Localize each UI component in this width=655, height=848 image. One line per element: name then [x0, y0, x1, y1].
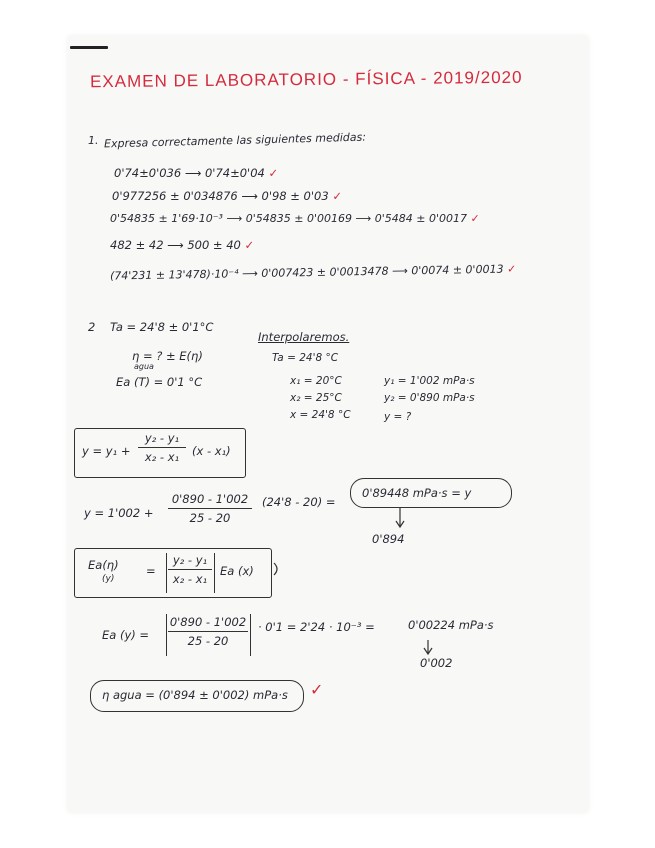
ecalc-rhs: · 0'1 = 2'24 · 10⁻³ = [258, 620, 375, 634]
err-equals: = [146, 564, 156, 578]
question-2-number: 2 [88, 320, 96, 334]
check-icon: ✓ [470, 212, 480, 225]
exam-title: EXAMEN DE LABORATORIO - FÍSICA - 2019/2020 [89, 67, 523, 92]
check-icon: ✓ [332, 189, 342, 203]
arrow-down-icon [424, 640, 432, 654]
err-lhs: Ea(η) [88, 558, 119, 572]
q1-line-3-expr: 0'54835 ± 1'69·10⁻³ ⟶ 0'54835 ± 0'00169 ⟶ 0'5484 ± 0'0017 [110, 212, 467, 225]
formula-denominator: x₂ - x₁ [144, 450, 180, 464]
q1-line-4-expr: 482 ± 42 ⟶ 500 ± 40 [110, 238, 241, 252]
calc-lhs: y = 1'002 + [84, 506, 154, 520]
q1-line-1-expr: 0'74±0'036 ⟶ 0'74±0'04 [114, 166, 265, 180]
check-icon: ✓ [244, 238, 255, 252]
interp-ta: Ta = 24'8 °C [272, 352, 339, 364]
ecalc-numerator: 0'890 - 1'002 [169, 615, 247, 629]
interp-y: y = ? [384, 411, 412, 423]
arrow-down-icon [396, 508, 404, 527]
interp-x2: x₂ = 25°C [290, 392, 342, 404]
calc-rounded: 0'894 [372, 532, 405, 546]
formula-lhs: y = y₁ + [82, 444, 131, 458]
ecalc-denominator: 25 - 20 [187, 634, 229, 648]
check-icon: ✓ [506, 262, 517, 276]
ta-value: Ta = 24'8 ± 0'1°C [110, 320, 214, 334]
interp-x1: x₁ = 20°C [290, 375, 342, 387]
formula-numerator: y₂ - y₁ [144, 431, 180, 445]
check-icon: ✓ [310, 680, 324, 699]
ecalc-lhs: Ea (y) = [102, 628, 150, 642]
err-denominator: x₂ - x₁ [172, 572, 208, 586]
calc-rhs: (24'8 - 20) = [262, 495, 336, 509]
err-rhs: Ea (x) [220, 564, 254, 578]
calc-result: 0'89448 mPa·s = y [362, 486, 472, 500]
err-numerator: y₂ - y₁ [172, 553, 208, 567]
final-answer: η agua = (0'894 ± 0'002) mPa·s [102, 688, 288, 702]
question-1-prompt: Expresa correctamente las siguientes medidas: [103, 130, 367, 151]
ea-t-value: Ea (T) = 0'1 °C [116, 375, 203, 389]
ecalc-rounded: 0'002 [420, 656, 453, 670]
interpolation-heading: Interpolaremos. [258, 330, 350, 344]
check-icon: ✓ [268, 166, 279, 180]
q1-line-2-expr: 0'977256 ± 0'034876 ⟶ 0'98 ± 0'03 [112, 189, 329, 203]
interp-y2: y₂ = 0'890 mPa·s [384, 392, 475, 404]
interp-y1: y₁ = 1'002 mPa·s [384, 375, 475, 387]
err-lhs-subscript: (y) [102, 574, 115, 584]
q1-line-5-expr: (74'231 ± 13'478)·10⁻⁴ ⟶ 0'007423 ± 0'0013478 ⟶ 0'0074 ± 0'0013 [109, 262, 504, 283]
eta-subscript: agua [134, 362, 154, 371]
ecalc-result: 0'00224 mPa·s [408, 618, 494, 632]
calc-numerator: 0'890 - 1'002 [171, 492, 249, 506]
cursor-arrow-icon [274, 563, 277, 575]
formula-rhs: (x - x₁) [192, 444, 231, 458]
calc-denominator: 25 - 20 [189, 511, 231, 525]
question-1-number: 1. [88, 134, 99, 147]
eta-unknown: η = ? ± E(η) [132, 349, 203, 363]
interp-x: x = 24'8 °C [290, 409, 351, 421]
